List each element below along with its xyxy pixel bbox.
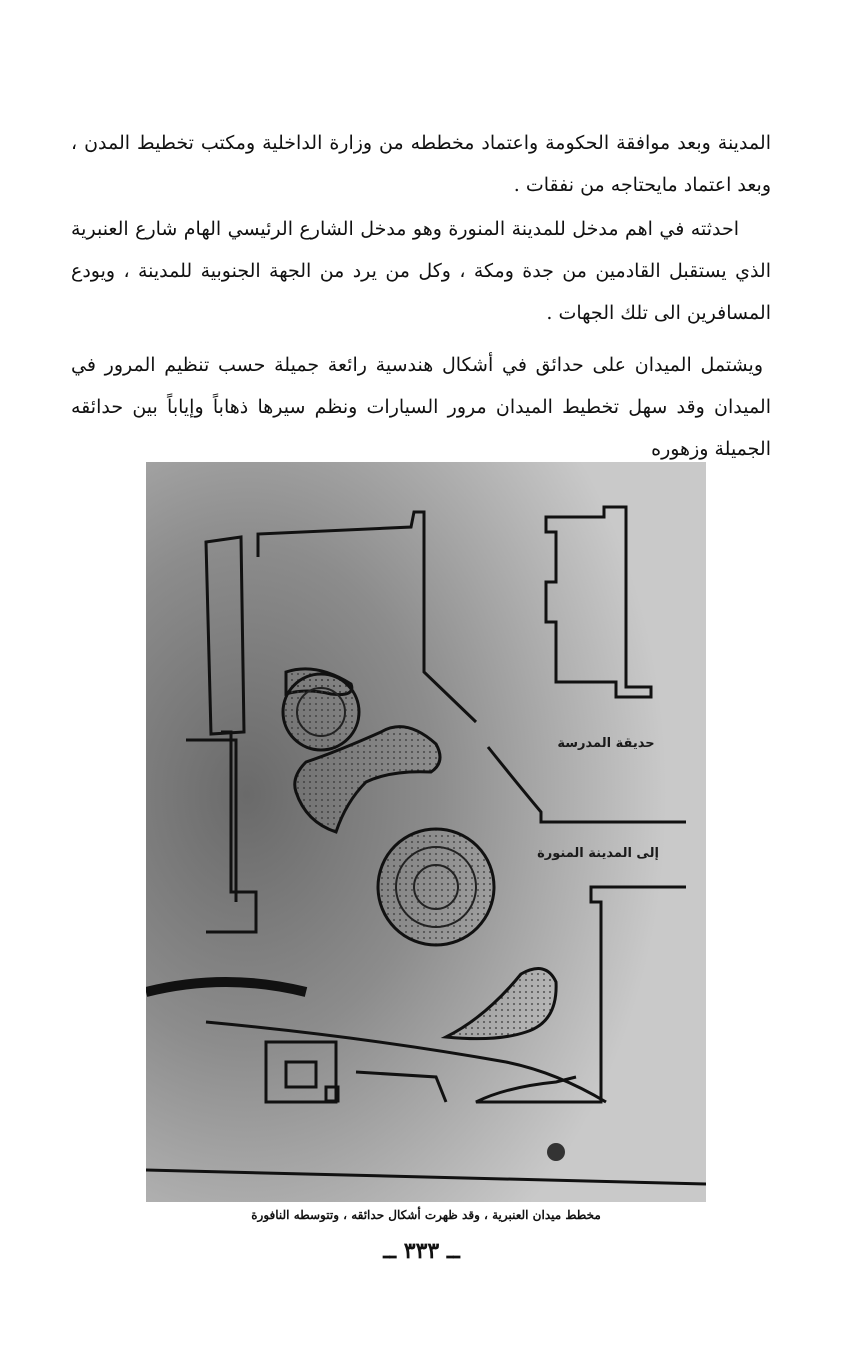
paragraph-1: المدينة وبعد موافقة الحكومة واعتماد مخططه من وزارة الداخلية ومكتب تخطيط المدن ، وبعد اعتماد مايحتاجه من نفقات .	[71, 132, 771, 196]
dark-spot	[547, 1143, 565, 1161]
square-plan-figure	[146, 462, 706, 1202]
label-school-garden: حديقة المدرسة	[557, 736, 655, 751]
paragraph-3: ويشتمل الميدان على حدائق في أشكال هندسية رائعة جميلة حسب تنظيم المرور في الميدان وقد سهل تخطيط الميدان مرور السيارات ونظم سيرها ذهاباً وإياباً بين حدائقه الجميلة وزهوره	[71, 354, 771, 460]
page-number: ــ ٣٣٣ ــ	[383, 1238, 460, 1264]
paragraph-2: احدثته في اهم مدخل للمدينة المنورة وهو مدخل الشارع الرئيسي الهام شارع العنبرية الذي يستقبل القادمين من جدة ومكة ، وكل من يرد من الجهة الجنوبية للمدينة ، ويودع المسافرين الى تلك الجهات .	[71, 218, 771, 324]
roundabout-small	[283, 674, 359, 750]
figure-caption: مخطط ميدان العنبرية ، وقد ظهرت أشكال حدائقه ، وتتوسطه النافورة	[251, 1208, 601, 1222]
label-to-madinah: إلى المدينة المنورة	[537, 846, 659, 861]
